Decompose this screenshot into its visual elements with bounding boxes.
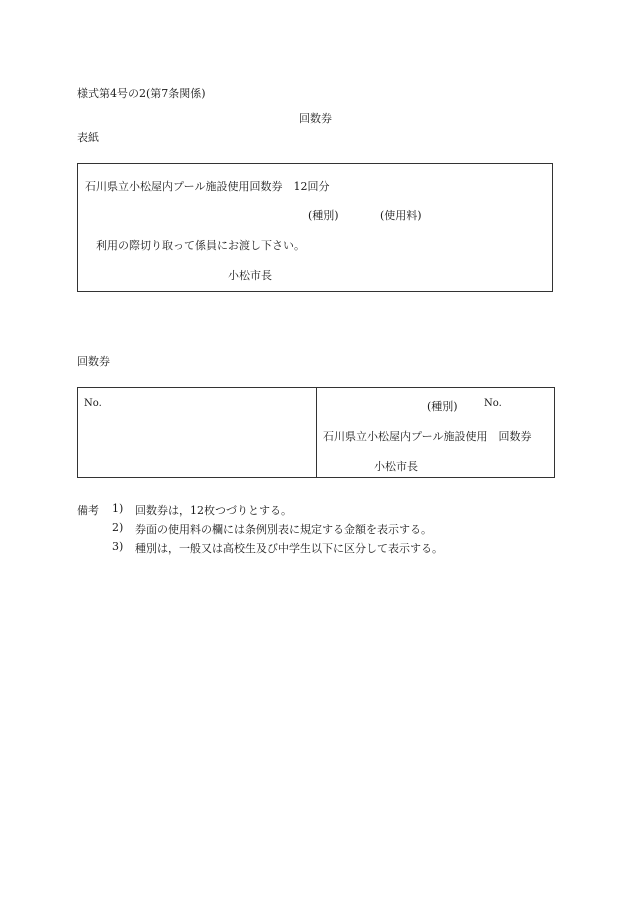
ticket-heading: 石川県立小松屋内プール施設使用 回数券	[323, 430, 532, 443]
cover-fee-label: (使用料)	[380, 209, 422, 222]
note-text: 種別は，一般又は高校生及び中学生以下に区分して表示する。	[135, 542, 443, 555]
cover-box	[77, 163, 553, 292]
note-number: 1)	[112, 502, 124, 515]
form-number: 様式第4号の2(第7条関係)	[77, 87, 206, 100]
cover-type-label: (種別)	[308, 209, 339, 222]
ticket-box	[77, 387, 555, 478]
ticket-perforation-divider	[316, 388, 317, 477]
ticket-number-label: No.	[484, 398, 502, 409]
cover-label: 表紙	[77, 131, 99, 144]
cover-issuer: 小松市長	[228, 269, 272, 282]
ticket-type-label: (種別)	[427, 400, 458, 413]
note-text: 券面の使用料の欄には条例別表に規定する金額を表示する。	[135, 523, 432, 536]
ticket-section-label: 回数券	[77, 355, 110, 368]
note-number: 3)	[112, 540, 124, 553]
document-title: 回数券	[299, 112, 332, 125]
notes-title: 備考	[77, 504, 99, 517]
ticket-issuer: 小松市長	[374, 460, 418, 473]
note-number: 2)	[112, 521, 124, 534]
stub-number-label: No.	[84, 398, 102, 409]
cover-instruction: 利用の際切り取って係員にお渡し下さい。	[96, 239, 305, 252]
cover-heading: 石川県立小松屋内プール施設使用回数券 12回分	[85, 180, 330, 193]
note-text: 回数券は，12枚つづりとする。	[135, 504, 292, 517]
